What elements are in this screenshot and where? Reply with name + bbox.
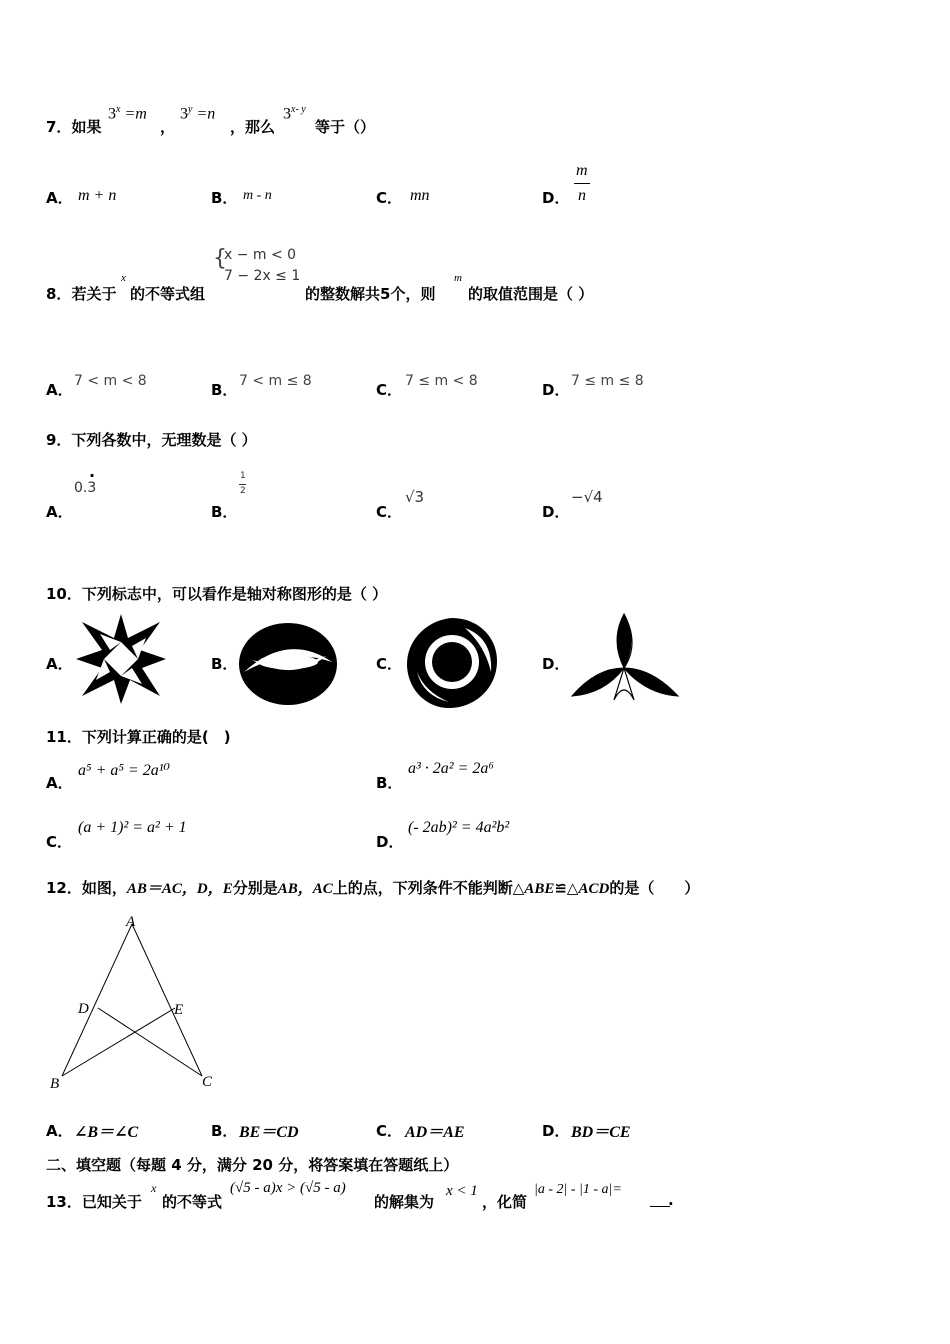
q12-option-a-label: A． xyxy=(46,1122,73,1140)
four-star-logo-icon xyxy=(74,612,168,706)
q11-option-b-label: B． xyxy=(376,774,403,792)
q12-option-c-label: C． xyxy=(376,1122,403,1140)
q9-option-a-label: A． xyxy=(46,503,73,521)
q7-option-c-label: C． xyxy=(376,189,403,207)
q8-system-line2: 7 − 2x ≤ 1 xyxy=(224,268,301,284)
point-label-b: B xyxy=(50,1076,60,1092)
question-9: 9．下列各数中，无理数是（ ） xyxy=(46,431,257,449)
q12-option-b-label: B． xyxy=(211,1122,238,1140)
q8-option-a-label: A． xyxy=(46,381,73,399)
q7-expr-3y: $3^y =n$ xyxy=(180,104,216,123)
q12-option-c: AD＝AE xyxy=(405,1124,465,1141)
point-label-e: E xyxy=(174,1002,184,1018)
q12-option-d: BD＝CE xyxy=(571,1124,631,1141)
point-label-a: A xyxy=(126,914,136,930)
fraction-bar xyxy=(574,183,590,184)
q7-expr-3x: $3^x =m$ xyxy=(108,104,147,123)
side-ab xyxy=(62,924,132,1076)
q13-expression: |a - 2| - |1 - a|= xyxy=(534,1182,622,1197)
q9-option-a: 0.3 xyxy=(74,480,97,496)
brace-icon: { xyxy=(213,246,227,271)
question-13: 13．已知关于 xyxy=(46,1193,142,1211)
segment-be xyxy=(62,1008,175,1076)
section-heading: 二、填空题（每题 4 分，满分 20 分，将答案填在答题纸上） xyxy=(46,1156,459,1174)
point-label-c: C xyxy=(202,1074,213,1090)
q7-option-b: m - n xyxy=(243,188,272,203)
q7-option-a: m + n xyxy=(78,187,117,204)
q11-option-c: (a + 1)² = a² + 1 xyxy=(78,819,187,836)
exam-page: 7．如果 $3^x =m$ ， $3^y =n$ ，那么 3$^{x- y}$ 等于（） A． m + n B． m - n C． mn D． m n 8．若关于 x 的不等式组 { x − m < 0 7 − 2x ≤ 1 的整数解共5个，则 m 的取值范围是（ ） A． 7 < m < 8 B． 7 < m ≤ 8 C． 7 ≤ m < 8 D． 7 ≤ m ≤ 8 9．下列各数中，无理数是（ ） A． 0.3 · B． 1 2 C． √3 D． −√4 10．下列标志中，可以看作是轴对称图形的是（ ） A． B． C． D． 11．下列计算正确的是( ) A． a⁵ + a⁵ = 2a¹⁰ B． a³ · 2a² = 2a⁶ C． (a + 1)² = a² + 1 D． (- 2ab)² = 4a²b² 12．如图，AB＝AC，D，E分别是AB，AC上的点，下列条件不能判断△ABE≌△ACD的是（ ） A D E B C A． ∠B＝∠C B． BE＝CD C． AD＝AE D． BD＝CE 二、填空题（每题 4 分，满分 20 分，将答案填在答题纸上） 13．已知关于 x 的不等式 (√5 - a)x > (√5 - a) 的解集为 x < 1 ，化简 |a - 2| - |1 - a|= . xyxy=(0,0,950,1344)
q8-option-c-label: C． xyxy=(376,381,403,399)
q11-option-a: a⁵ + a⁵ = 2a¹⁰ xyxy=(78,762,170,779)
q11-option-c-label: C． xyxy=(46,833,73,851)
q9-option-c: √3 xyxy=(405,488,425,506)
q11-option-a-label: A． xyxy=(46,774,73,792)
q12-option-b: BE＝CD xyxy=(239,1124,299,1141)
q10-option-c-label: C． xyxy=(376,655,403,673)
q11-option-d-label: D． xyxy=(376,833,404,851)
question-12: 12．如图，AB＝AC，D，E分别是AB，AC上的点，下列条件不能判断△ABE≌△ACD的是（ ） xyxy=(46,879,700,897)
tri-petal-logo-icon xyxy=(570,610,680,706)
q9-option-d: −√4 xyxy=(571,488,603,506)
q8-option-b-label: B． xyxy=(211,381,238,399)
q8-option-d: 7 ≤ m ≤ 8 xyxy=(571,373,644,389)
fraction-bar xyxy=(239,484,246,485)
q9-option-c-label: C． xyxy=(376,503,403,521)
q8-option-a: 7 < m < 8 xyxy=(74,373,147,389)
answer-blank[interactable] xyxy=(650,1192,670,1207)
split-oval-logo-icon xyxy=(238,622,338,706)
q13-inequality: (√5 - a)x > (√5 - a) xyxy=(230,1180,346,1196)
ring-logo-icon xyxy=(405,616,499,710)
question-8: 8．若关于 xyxy=(46,285,117,303)
q7-option-d-den: n xyxy=(578,187,586,204)
q10-option-a-label: A． xyxy=(46,655,73,673)
q10-option-d-label: D． xyxy=(542,655,570,673)
q9-option-b-num: 1 xyxy=(240,471,246,481)
repeating-dot-icon: · xyxy=(89,466,96,485)
q9-option-b-label: B． xyxy=(211,503,238,521)
q13-solution: x < 1 xyxy=(446,1183,478,1199)
q12-option-d-label: D． xyxy=(542,1122,570,1140)
q11-option-b: a³ · 2a² = 2a⁶ xyxy=(408,760,494,777)
q7-expr-3xy: 3$^{x- y}$ xyxy=(283,104,306,123)
q8-option-c: 7 ≤ m < 8 xyxy=(405,373,478,389)
question-number: 7． xyxy=(46,118,72,136)
q9-option-d-label: D． xyxy=(542,503,570,521)
q10-option-b-label: B． xyxy=(211,655,238,673)
q8-option-d-label: D． xyxy=(542,381,570,399)
q9-option-b-den: 2 xyxy=(240,486,246,496)
q7-option-d-num: m xyxy=(576,162,588,179)
triangle-figure xyxy=(40,912,230,1092)
question-11: 11．下列计算正确的是( ) xyxy=(46,728,231,746)
q12-option-a: ∠B＝∠C xyxy=(74,1124,139,1141)
question-7: 7．如果 xyxy=(46,118,102,136)
question-10: 10．下列标志中，可以看作是轴对称图形的是（ ） xyxy=(46,585,388,603)
q7-option-a-label: A． xyxy=(46,189,73,207)
q8-system-line1: x − m < 0 xyxy=(224,247,297,263)
q7-option-d-label: D． xyxy=(542,189,570,207)
q11-option-d: (- 2ab)² = 4a²b² xyxy=(408,819,510,836)
q7-option-c: mn xyxy=(410,187,430,204)
point-label-d: D xyxy=(78,1001,89,1017)
q8-option-b: 7 < m ≤ 8 xyxy=(239,373,312,389)
q7-option-b-label: B． xyxy=(211,189,238,207)
